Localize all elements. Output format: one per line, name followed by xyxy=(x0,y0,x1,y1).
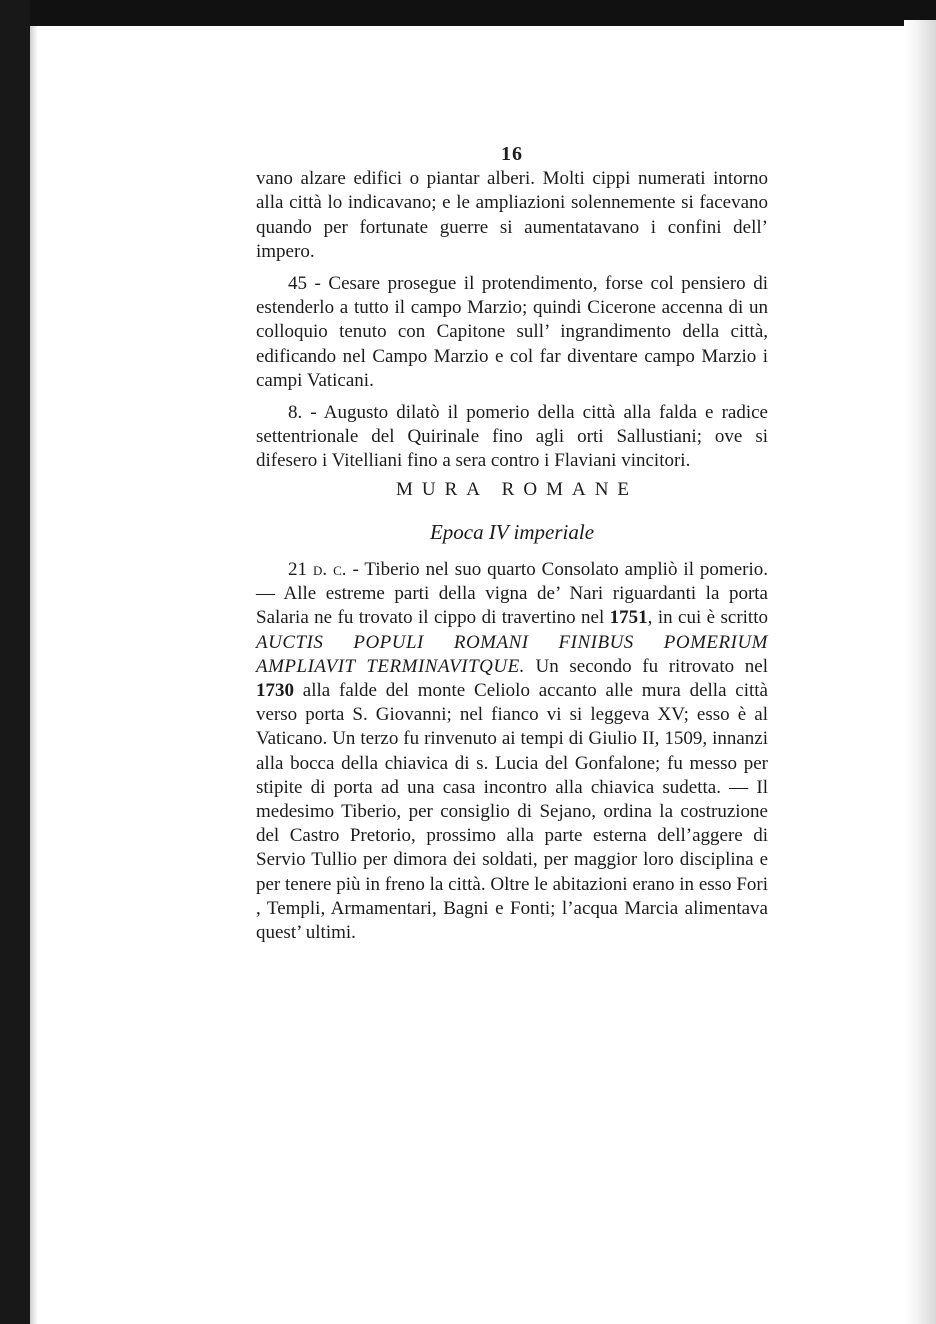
year-1751: 1751 xyxy=(609,607,648,629)
page-number: 16 xyxy=(501,143,523,165)
latin-inscription: AUCTIS POPULI ROMANI FINIBUS POMERIUM AMPLIAVIT TERMINAVITQUE. xyxy=(256,631,768,677)
paragraph-21-text-4: alla falde del monte Celiolo accanto alle mura della città verso porta S. Giovanni; nel fianco vi si leggeva XV; esso è al Vaticano. Un terzo fu rinvenuto ai tempi di Giulio II, 1509, innanzi alla bocca della chiavica di s. Lucia del Gonfalone; fu messo per stipite di porta ad una casa incontro alla chiavica sudetta. — Il medesimo Tiberio, per consiglio di Sejano, ordina la costruzione del Castro Pretorio, prossimo alla parte esterna dell’aggere di Servio Tullio per dimora dei soldati, per maggior loro disciplina e per tenere più in freno la città. Oltre le abitazioni erano in esso Fori , Templi, Armamentari, Bagni e Fonti; l’acqua Marcia alimentava quest’ ultimi. xyxy=(256,680,768,944)
scan-border-top xyxy=(0,0,936,26)
continuation-paragraph: vano alzare edifici o piantar alberi. Molti cippi numerati intorno alla città lo indicavano; e le ampliazioni solennemente si facevano quando per fortunate guerre si aumentatavano i confini dell’ impero. xyxy=(256,168,768,262)
year-1730: 1730 xyxy=(256,680,294,702)
page-edge-shadow xyxy=(904,20,936,1324)
paragraph-8 xyxy=(256,401,768,474)
scan-border-left xyxy=(0,0,30,1324)
paragraph-45-text: - Cesare prosegue il protendimento, forse col pensiero di estenderlo a tutto il campo Marzio; quindi Cicerone accenna di un colloquio tenuto con Capitone sull’ ingrandimento della città, edificando nel Campo Marzio e col far diventare campo Marzio i campi Vaticani. xyxy=(256,273,768,391)
paragraph-8-number: 8. xyxy=(288,402,303,424)
section-subheading: Epoca IV imperiale xyxy=(429,519,595,544)
paragraph-8-text: - Augusto dilatò il pomerio della città alla falda e radice settentrionale del Quirinale fino agli orti Sallustiani; ove si difesero i Vitelliani fino a sera contro i Flaviani vincitori. xyxy=(256,402,768,472)
paragraph-21-text-3: Un secondo fu ritrovato nel xyxy=(524,655,768,677)
paragraph-21-number: 21 xyxy=(288,559,307,581)
section-heading: MURA ROMANE xyxy=(395,478,639,500)
paragraph-45-number: 45 xyxy=(288,273,307,295)
paragraph-21 xyxy=(256,558,768,945)
page-fold-shadow xyxy=(30,26,38,1324)
paragraph-21-text-1: - Tiberio nel suo quarto Consolato ampliò il pomerio. — Alle estreme parti della vigna de’ Nari riguardanti la porta Salaria ne fu trovato il cippo di travertino nel xyxy=(256,559,769,629)
paragraph-21-text-2: , in cui è scritto xyxy=(647,607,768,629)
era-abbreviation: d. c. xyxy=(312,559,347,581)
paragraph-45 xyxy=(256,272,768,393)
page-text-block xyxy=(256,142,768,945)
